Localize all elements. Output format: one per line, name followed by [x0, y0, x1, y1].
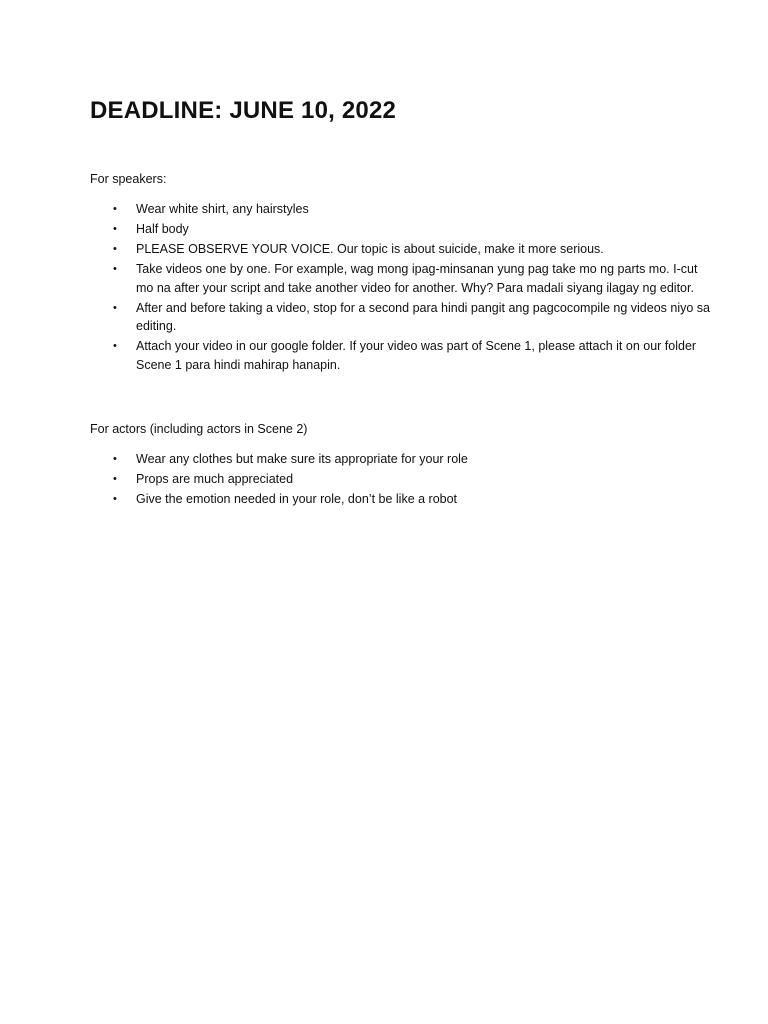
bullet-icon: •: [113, 340, 117, 352]
actors-list: [90, 450, 710, 510]
list-item-text: Props are much appreciated: [136, 472, 294, 486]
bullet-icon: •: [113, 263, 117, 275]
bullet-icon: •: [113, 493, 117, 505]
bullet-icon: •: [113, 203, 117, 215]
list-item: [90, 470, 710, 489]
speakers-list: [90, 200, 710, 376]
list-item-text: After and before taking a video, stop for a second para hindi pangit ang pagcocompile ng videos niyo sa editing.: [136, 300, 710, 333]
bullet-icon: •: [113, 453, 117, 465]
actors-section-label: For actors (including actors in Scene 2): [90, 422, 308, 436]
list-item: [90, 490, 710, 509]
list-item-text: Take videos one by one. For example, wag mong ipag-minsanan yung pag take mo ng parts mo. I-cut mo na after your script and take another video for another. Why? Para madali siyang ilagay ng editor.: [136, 262, 698, 295]
list-item-text: Attach your video in our google folder. If your video was part of Scene 1, please attach it on our folder Scene 1 para hindi mahirap hanapin.: [136, 339, 697, 372]
page-title: DEADLINE: JUNE 10, 2022: [90, 97, 397, 124]
list-item: [90, 450, 710, 469]
list-item: [90, 220, 710, 239]
list-item-text: Give the emotion needed in your role, don’t be like a robot: [136, 492, 458, 506]
bullet-icon: •: [113, 301, 117, 314]
list-item: [90, 200, 710, 219]
list-item-text: PLEASE OBSERVE YOUR VOICE. Our topic is about suicide, make it more serious.: [136, 242, 604, 256]
bullet-icon: •: [113, 243, 117, 255]
speakers-section-label: For speakers:: [90, 172, 167, 186]
list-item-text: Wear any clothes but make sure its appropriate for your role: [136, 452, 468, 466]
list-item: [90, 337, 710, 374]
list-item: [90, 240, 710, 259]
list-item: [90, 260, 710, 297]
bullet-icon: •: [113, 473, 117, 485]
bullet-icon: •: [113, 223, 117, 235]
list-item: [90, 299, 710, 336]
list-item-text: Wear white shirt, any hairstyles: [136, 202, 309, 216]
list-item-text: Half body: [136, 222, 189, 236]
